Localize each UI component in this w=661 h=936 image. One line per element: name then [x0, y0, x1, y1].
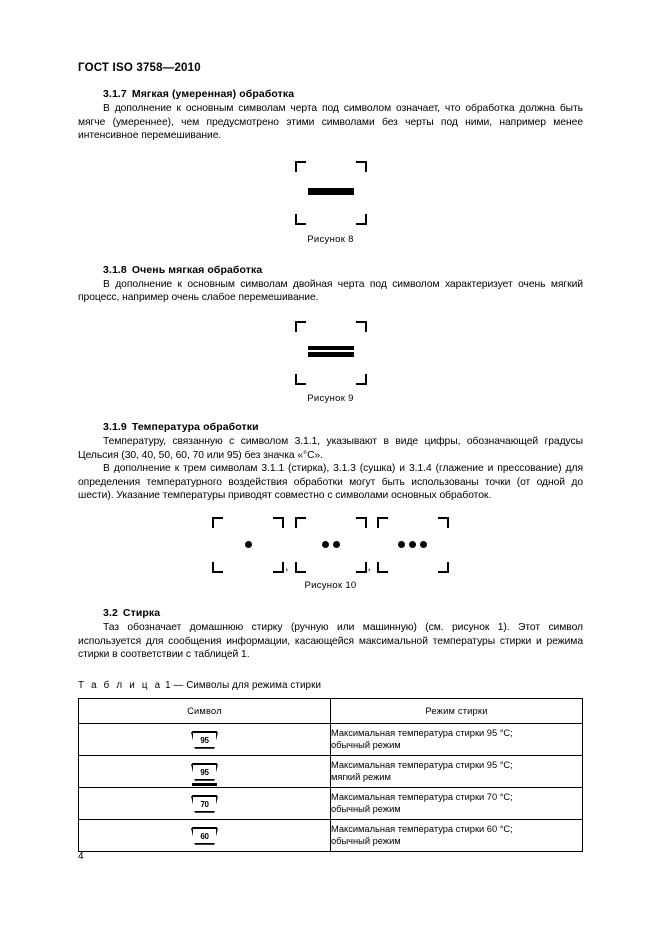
section-3-2-heading	[78, 607, 583, 619]
dot-group-one	[212, 517, 284, 573]
double-bar-icon	[308, 346, 354, 357]
section-3-1-8-title: Очень мягкая обработка	[131, 263, 263, 276]
wash-tub-icon	[191, 729, 218, 750]
table-row	[79, 723, 583, 755]
column-header-mode: Режим стирки	[331, 698, 583, 723]
table-header	[79, 698, 583, 723]
standard-header: ГОСТ ISO 3758—2010	[78, 62, 201, 74]
figure-10-separator-2: ,	[367, 558, 371, 573]
corner-bottom-left-icon	[295, 214, 306, 225]
wash-temperature-label: 70	[200, 799, 209, 809]
wash-mode-line-2: обычный режим	[331, 804, 401, 815]
section-3-1-7-heading	[78, 88, 583, 100]
table-1-title	[78, 680, 583, 691]
wash-symbols-table	[78, 698, 583, 852]
wash-mode-cell	[331, 819, 583, 851]
single-bar-icon	[308, 188, 354, 195]
corner-top-left-icon	[295, 161, 306, 172]
wash-mode-line-1: Максимальная температура стирки 60 °С;	[331, 823, 513, 834]
dot-icon	[398, 541, 405, 548]
figure-10	[78, 503, 583, 591]
dot-icon	[245, 541, 252, 548]
dot-group-three	[377, 517, 449, 573]
gentle-cycle-bar-icon	[192, 783, 217, 786]
table-body	[79, 723, 583, 851]
section-3-1-9-paragraph-2: В дополнение к трем символам 3.1.1 (стирка), 3.1.3 (сушка) и 3.1.4 (глажение и прессование) для определения температурного воздействия обработки могут быть использованы точки (от одной до шести). Указание температуры приводят совместно с символами основных обработок.	[78, 463, 583, 502]
section-3-1-8-paragraph: В дополнение к основным символам двойная черта под символом характеризует очень мягкий процесс, например очень слабое перемешивание.	[78, 278, 583, 304]
wash-symbol-cell	[79, 723, 331, 755]
table-1-title-text: Символы для режима стирки	[186, 679, 322, 691]
corner-top-left-icon	[295, 321, 306, 332]
section-3-1-9-number: 3.1.9	[103, 420, 127, 433]
wash-mode-line-2: обычный режим	[331, 740, 401, 751]
section-3-1-8-number: 3.1.8	[103, 263, 127, 276]
bracket-frame-three-dots	[377, 517, 449, 573]
figure-10-caption: Рисунок 10	[304, 579, 357, 591]
figure-10-graphic	[78, 517, 583, 573]
wash-mode-line-1: Максимальная температура стирки 95 °С;	[331, 759, 513, 770]
corner-bottom-left-icon	[295, 374, 306, 385]
corner-top-right-icon	[356, 321, 367, 332]
wash-mode-cell	[331, 787, 583, 819]
section-3-1-7-number: 3.1.7	[103, 88, 127, 100]
wash-mode-line-2: мягкий режим	[331, 772, 391, 783]
section-3-1-7-paragraph: В дополнение к основным символам черта под символом означает, что обработка должна быть мягче (умереннее), чем предусмотрено этими символами без черты под ними, например менее интенсивное перемешивание.	[78, 103, 583, 142]
section-3-1-9	[78, 421, 583, 503]
bracket-frame	[295, 161, 367, 225]
corner-top-right-icon	[356, 161, 367, 172]
figure-8	[78, 143, 583, 245]
figure-8-caption: Рисунок 8	[307, 233, 354, 245]
wash-temperature-label: 60	[200, 831, 209, 841]
figure-9-graphic	[78, 321, 583, 385]
table-1-title-prefix: Т а б л и ц а	[78, 679, 163, 691]
column-header-symbol: Символ	[79, 698, 331, 723]
table-row	[79, 819, 583, 851]
table-row	[79, 755, 583, 787]
figure-9	[78, 305, 583, 404]
section-3-1-8-heading	[78, 264, 583, 276]
table-1-number: 1	[165, 679, 171, 691]
wash-symbol-cell	[79, 819, 331, 851]
dot-icon	[409, 541, 416, 548]
section-3-2-number: 3.2	[103, 606, 118, 619]
figure-9-caption: Рисунок 9	[307, 392, 354, 404]
wash-temperature-label: 95	[200, 735, 209, 745]
section-3-1-9-heading	[78, 421, 583, 433]
wash-mode-line-1: Максимальная температура стирки 70 °С;	[331, 791, 513, 802]
dot-icon	[333, 541, 340, 548]
wash-tub-icon	[191, 793, 218, 814]
page-number: 4	[78, 851, 84, 862]
page-content	[78, 88, 583, 852]
dot-icon	[322, 541, 329, 548]
section-3-2	[78, 607, 583, 662]
corner-bottom-right-icon	[356, 374, 367, 385]
wash-temperature-label: 95	[200, 767, 209, 777]
wash-tub-icon	[191, 825, 218, 846]
dot-group-two	[295, 517, 367, 573]
table-1-title-dash: —	[173, 679, 184, 691]
bracket-frame-two-dots	[295, 517, 367, 573]
section-3-1-9-paragraph-1: Температуру, связанную с символом 3.1.1, указывают в виде цифры, обозначающей градусы Цельсия (30, 40, 50, 60, 70 или 95) без значка «°С».	[78, 435, 583, 461]
section-3-1-7-title: Мягкая (умеренная) обработка	[131, 88, 295, 100]
figure-10-separator-1: ,	[285, 558, 289, 573]
dot-icon	[420, 541, 427, 548]
table-row	[79, 787, 583, 819]
bracket-frame	[295, 321, 367, 385]
section-3-1-8	[78, 264, 583, 305]
wash-mode-line-2: обычный режим	[331, 836, 401, 847]
section-3-1-9-title: Температура обработки	[131, 420, 259, 433]
bracket-frame-one-dot	[212, 517, 284, 573]
wash-mode-cell	[331, 755, 583, 787]
corner-bottom-right-icon	[356, 214, 367, 225]
section-3-2-paragraph: Таз обозначает домашнюю стирку (ручную или машинную) (см. рисунок 1). Этот символ используется для сообщения информации, касающейся максимальной температуры стирки и режима стирки в соответствии с таблицей 1.	[78, 621, 583, 661]
wash-symbol-cell	[79, 755, 331, 787]
section-3-1-7	[78, 88, 583, 143]
wash-tub-icon-gentle	[191, 761, 218, 782]
wash-symbol-cell	[79, 787, 331, 819]
wash-mode-line-1: Максимальная температура стирки 95 °С;	[331, 727, 513, 738]
figure-8-graphic	[78, 161, 583, 225]
section-3-2-title: Стирка	[122, 606, 161, 619]
table-header-row	[79, 698, 583, 723]
wash-mode-cell	[331, 723, 583, 755]
